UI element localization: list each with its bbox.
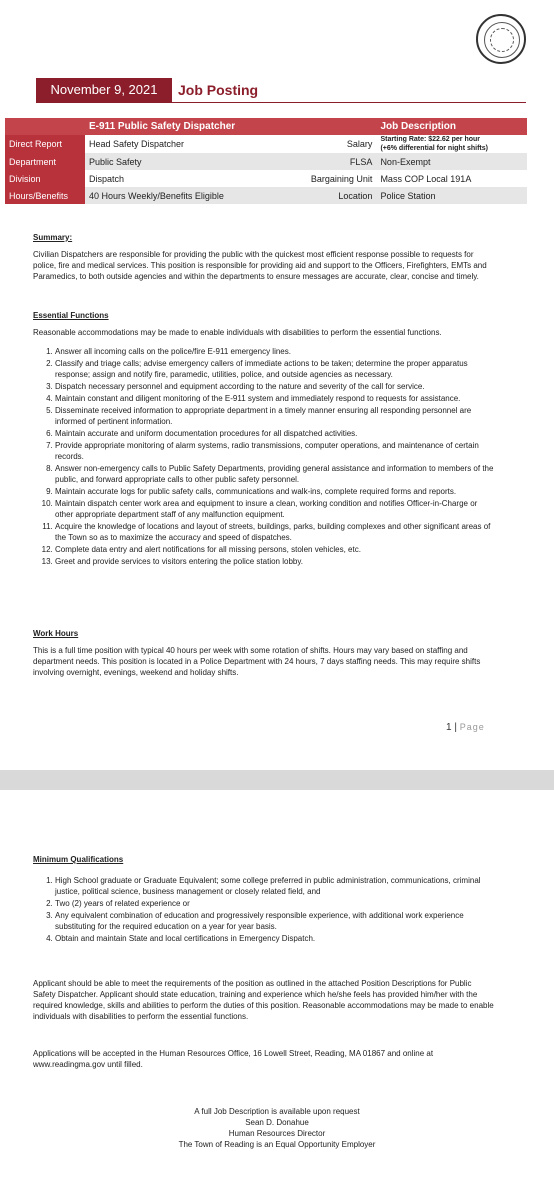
document-page-2 [0,790,554,1200]
essential-functions-intro: Reasonable accommodations may be made to enable individuals with disabilities to perform the essential functions. [33,328,442,337]
row-value: Dispatch [89,173,125,184]
list-item: 6. Maintain accurate and uniform documentation procedures for all dispatched activities. [55,428,495,439]
applications-info [33,1048,495,1070]
row-label: Direct Report [5,135,85,153]
list-item: 4. Maintain constant and diligent monitoring of the E-911 system and immediately respond to requests for assistance. [55,393,495,404]
row-value-2: Non-Exempt [376,153,527,170]
list-item: 3. Dispatch necessary personnel and equipment according to the nature and severity of the call for service. [55,381,495,392]
summary-section [33,232,495,282]
essential-functions-heading: Essential Functions [33,311,109,320]
salary-differential: (+6% differential for night shifts) [380,145,488,152]
signatory-name: Sean D. Donahue [245,1118,309,1127]
list-item: 11. Acquire the knowledge of locations and layout of streets, buildings, parks, building complexes and other significant areas of the Town so as to maximize the accuracy and speed of dispatches. [55,521,495,543]
row-value: Head Safety Dispatcher [89,139,185,149]
work-hours-heading: Work Hours [33,629,79,638]
signatory-title: Human Resources Director [228,1129,326,1138]
applications-text: Applications will be accepted in the Human Resources Office, 16 Lowell Street, Reading, MA 01867 and online at www.readingma.gov until filled. [33,1049,434,1069]
salary-rate: Starting Rate: $22.62 per hour [380,136,481,143]
list-item: 2. Classify and triage calls; advise emergency callers of immediate actions to be taken; determine the proper apparatus response; assign and notify fire, paramedic, utilities, police, and outside agencies as necessary. [55,358,495,380]
list-item: 1. Answer all incoming calls on the police/fire E-911 emergency lines. [55,346,495,357]
list-item: 1. High School graduate or Graduate Equivalent; some college preferred in public administration, communications, criminal justice, political science, business management or closely related field, and [55,875,495,897]
job-description-note: A full Job Description is available upon request [194,1107,360,1116]
applicant-text: Applicant should be able to meet the requirements of the position as outlined in the attached Position Descriptions for Public Safety Dispatcher. Applicant should state education, training and experience which he/she feels has provided him/her with the required knowledge, skills and abilities to perform the duties of this position. Reasonable accommodations may be made to enable individuals with disabilities to perform the essential functions. [33,979,494,1021]
page-number-value: 1 | [446,722,457,733]
town-seal-logo [476,14,526,64]
list-item: 9. Maintain accurate logs for public safety calls, communications and walk-ins, complete required forms and reports. [55,486,495,497]
row-label: Department [5,153,85,170]
salary-value [376,135,527,153]
list-item: 3. Any equivalent combination of education and progressively responsible experience, with additional work experience substituting for the required education on a year for year basis. [55,910,495,932]
essential-functions-list [33,346,495,567]
table-row [5,135,527,153]
row-label-2: FLSA [286,153,377,170]
table-row [5,170,527,187]
closing-block [0,1106,554,1150]
row-label: Division [5,170,85,187]
job-info-table [5,118,527,204]
list-item: 4. Obtain and maintain State and local certifications in Emergency Dispatch. [55,933,495,944]
row-label-2: Location [286,187,377,204]
essential-functions-section [33,310,495,568]
posting-date: November 9, 2021 [36,78,172,102]
applicant-requirements [33,978,495,1022]
position-title: E-911 Public Safety Dispatcher [85,118,286,135]
header-divider [36,102,526,103]
list-item: 10. Maintain dispatch center work area and equipment to insure a clean, working condition and notifies Officer-in-Charge or other appropriate department staff of any malfunction equipment. [55,498,495,520]
row-value: Public Safety [85,153,286,170]
work-hours-section [33,628,495,678]
list-item: 7. Provide appropriate monitoring of alarm systems, radio transmissions, computer operations, and maintenance of certain records. [55,440,495,462]
page-number-label: Page [459,722,485,732]
list-item: 13. Greet and provide services to visitors entering the police station lobby. [55,556,495,567]
job-description-header: Job Description [376,118,527,135]
row-label: Hours/Benefits [5,187,85,204]
row-value-2: Police Station [376,187,527,204]
row-value: 40 Hours Weekly/Benefits Eligible [85,187,286,204]
list-item: 5. Disseminate received information to appropriate department in a timely manner ensuring all responding personnel are informed of pertinent information. [55,405,495,427]
summary-text: Civilian Dispatchers are responsible for providing the public with the quickest most efficient response possible to requests for police, fire and medical services. This position is responsible for providing aid and support to the Officers, Firefighters, EMTs and Paramedics, to both outside agencies and within the departments to ensure messages are accurate, clear, concise and timely. [33,250,487,281]
work-hours-text: This is a full time position with typical 40 hours per week with some rotation of shifts. Hours may vary based on staffing and department needs. This position is located in a Police Department with 24 hours, 7 days staffing needs. This may require shifts involving overnight, evenings, weekend and holiday shifts. [33,646,481,677]
posting-title: Job Posting [178,82,259,98]
minimum-qualifications-heading: Minimum Qualifications [33,855,124,864]
list-item: 8. Answer non-emergency calls to Public Safety Departments, providing general assistance and information to members of the public, and forward appropriate calls to other public safety personnel. [55,463,495,485]
page-number [446,722,485,733]
table-row [5,187,527,204]
row-value-2: Mass COP Local 191A [380,173,472,184]
table-row [5,153,527,170]
table-header-row [5,118,527,135]
eoe-statement: The Town of Reading is an Equal Opportunity Employer [178,1140,376,1149]
minimum-qualifications-section [33,854,495,945]
summary-heading: Summary: [33,233,73,242]
seal-center [490,28,514,52]
row-label-2: Salary [346,139,373,149]
minimum-qualifications-list [33,875,495,944]
row-label-2: Bargaining Unit [310,173,373,184]
list-item: 12. Complete data entry and alert notifications for all missing persons, stolen vehicles, etc. [55,544,495,555]
list-item: 2. Two (2) years of related experience or [55,898,495,909]
